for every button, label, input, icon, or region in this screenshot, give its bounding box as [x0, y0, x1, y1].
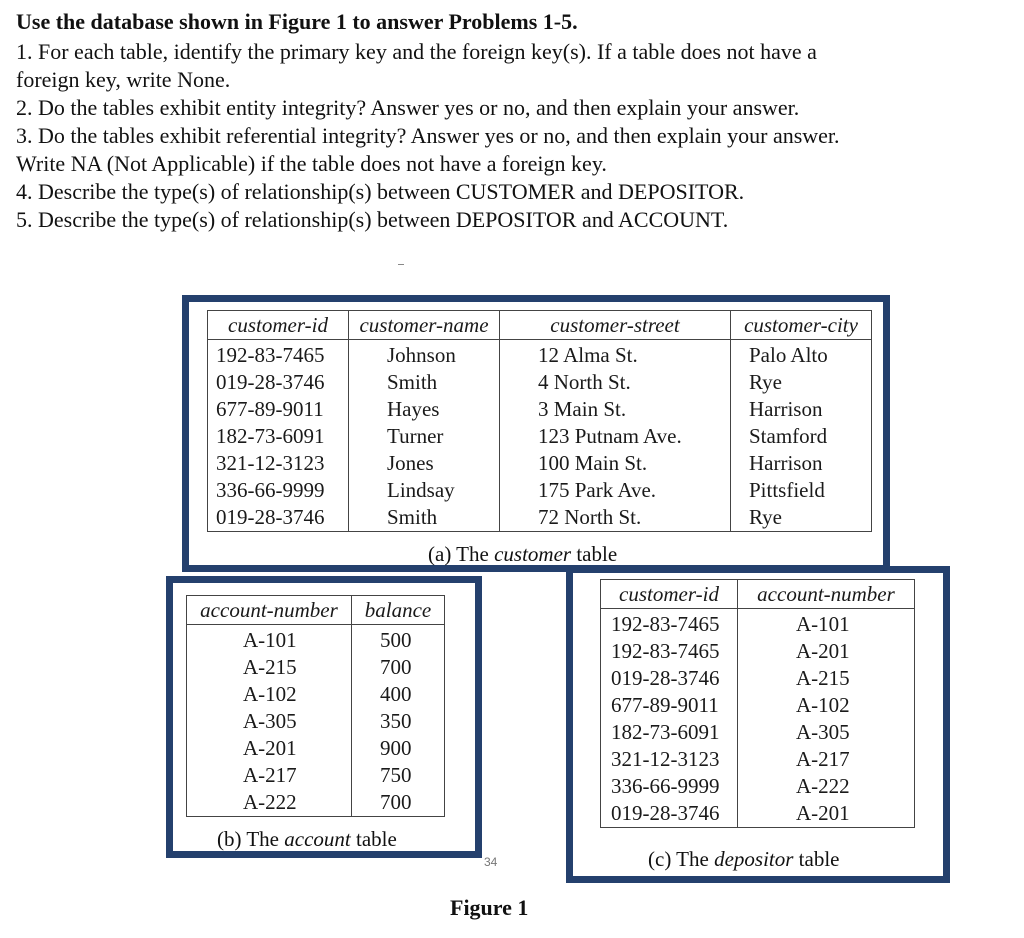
table-cell: 321-12-3123 — [601, 746, 738, 773]
customer-table — [207, 310, 872, 532]
table-cell: 192-83-7465 — [601, 609, 738, 639]
account-table-caption: (b) The account table — [217, 827, 397, 851]
customer-table-caption: (a) The customer table — [428, 542, 618, 566]
table-cell: 182-73-6091 — [601, 719, 738, 746]
table-cell: Hayes — [349, 396, 500, 423]
table-cell: A-102 — [738, 692, 915, 719]
table-cell: Stamford — [731, 423, 872, 450]
table-row — [601, 665, 915, 692]
table-row — [208, 504, 872, 532]
table-row — [187, 762, 445, 789]
table-header-row — [601, 580, 915, 609]
depositor-table-frame — [566, 566, 950, 883]
table-cell: 700 — [352, 654, 445, 681]
table-cell: 700 — [352, 789, 445, 817]
instruction-line: Write NA (Not Applicable) if the table does not have a foreign key. — [16, 151, 607, 176]
account-table — [186, 595, 445, 817]
column-header: balance — [352, 596, 445, 625]
instructions-list — [16, 38, 1006, 234]
table-cell: Rye — [731, 504, 872, 532]
table-cell: 72 North St. — [500, 504, 731, 532]
page-number: 34 — [484, 855, 498, 869]
table-cell: A-217 — [738, 746, 915, 773]
table-row — [208, 396, 872, 423]
table-row — [208, 369, 872, 396]
column-header: account-number — [738, 580, 915, 609]
table-cell: A-217 — [187, 762, 352, 789]
table-row — [187, 625, 445, 655]
column-header: customer-city — [731, 311, 872, 340]
stray-dash — [398, 264, 404, 265]
table-cell: A-201 — [738, 638, 915, 665]
table-cell: 192-83-7465 — [601, 638, 738, 665]
table-cell: 019-28-3746 — [601, 800, 738, 828]
table-cell: A-305 — [738, 719, 915, 746]
table-cell: Jones — [349, 450, 500, 477]
table-row — [187, 789, 445, 817]
table-cell: 350 — [352, 708, 445, 735]
table-cell: 192-83-7465 — [208, 340, 349, 370]
table-cell: A-215 — [738, 665, 915, 692]
instruction-line: 4. Describe the type(s) of relationship(s) between CUSTOMER and DEPOSITOR. — [16, 179, 745, 204]
table-cell: Palo Alto — [731, 340, 872, 370]
account-table-frame — [166, 576, 482, 858]
table-cell: A-102 — [187, 681, 352, 708]
table-cell: A-101 — [738, 609, 915, 639]
table-row — [601, 773, 915, 800]
depositor-table — [600, 579, 915, 828]
table-cell: 019-28-3746 — [208, 369, 349, 396]
table-cell: A-215 — [187, 654, 352, 681]
depositor-table-caption: (c) The depositor table — [648, 847, 840, 871]
table-cell: 019-28-3746 — [601, 665, 738, 692]
table-cell: Pittsfield — [731, 477, 872, 504]
table-cell: Turner — [349, 423, 500, 450]
table-cell: 900 — [352, 735, 445, 762]
table-cell: A-305 — [187, 708, 352, 735]
table-cell: 400 — [352, 681, 445, 708]
table-cell: A-101 — [187, 625, 352, 655]
table-cell: 336-66-9999 — [208, 477, 349, 504]
table-row — [187, 708, 445, 735]
table-cell: A-201 — [187, 735, 352, 762]
table-cell: 12 Alma St. — [500, 340, 731, 370]
table-header-row — [208, 311, 872, 340]
column-header: customer-id — [208, 311, 349, 340]
table-cell: 336-66-9999 — [601, 773, 738, 800]
table-cell: A-222 — [738, 773, 915, 800]
table-cell: 4 North St. — [500, 369, 731, 396]
table-row — [208, 340, 872, 370]
column-header: account-number — [187, 596, 352, 625]
table-cell: 019-28-3746 — [208, 504, 349, 532]
column-header: customer-name — [349, 311, 500, 340]
instruction-line: foreign key, write None. — [16, 67, 231, 92]
table-row — [601, 719, 915, 746]
table-cell: A-201 — [738, 800, 915, 828]
customer-table-frame — [182, 295, 890, 572]
table-cell: A-222 — [187, 789, 352, 817]
table-row — [601, 638, 915, 665]
table-row — [208, 450, 872, 477]
table-cell: 677-89-9011 — [601, 692, 738, 719]
instructions-heading: Use the database shown in Figure 1 to answer Problems 1-5. — [16, 9, 578, 34]
figure-label: Figure 1 — [450, 895, 529, 920]
table-row — [601, 692, 915, 719]
table-cell: 3 Main St. — [500, 396, 731, 423]
table-row — [601, 609, 915, 639]
table-row — [187, 735, 445, 762]
table-cell: 500 — [352, 625, 445, 655]
table-cell: Lindsay — [349, 477, 500, 504]
table-cell: 677-89-9011 — [208, 396, 349, 423]
table-cell: 182-73-6091 — [208, 423, 349, 450]
table-cell: Johnson — [349, 340, 500, 370]
instruction-line: 3. Do the tables exhibit referential integrity? Answer yes or no, and then explain your answer. — [16, 123, 840, 148]
table-row — [601, 800, 915, 828]
table-row — [208, 423, 872, 450]
instruction-line: 2. Do the tables exhibit entity integrity? Answer yes or no, and then explain your answer. — [16, 95, 800, 120]
table-cell: Smith — [349, 504, 500, 532]
column-header: customer-street — [500, 311, 731, 340]
table-cell: 175 Park Ave. — [500, 477, 731, 504]
instruction-line: 1. For each table, identify the primary key and the foreign key(s). If a table does not have a — [16, 39, 817, 64]
table-cell: 321-12-3123 — [208, 450, 349, 477]
table-header-row — [187, 596, 445, 625]
table-row — [187, 654, 445, 681]
instruction-line: 5. Describe the type(s) of relationship(s) between DEPOSITOR and ACCOUNT. — [16, 207, 729, 232]
table-cell: Smith — [349, 369, 500, 396]
table-cell: 100 Main St. — [500, 450, 731, 477]
table-cell: 750 — [352, 762, 445, 789]
table-row — [601, 746, 915, 773]
table-row — [187, 681, 445, 708]
table-row — [208, 477, 872, 504]
table-cell: Harrison — [731, 450, 872, 477]
column-header: customer-id — [601, 580, 738, 609]
table-cell: Harrison — [731, 396, 872, 423]
table-cell: 123 Putnam Ave. — [500, 423, 731, 450]
table-cell: Rye — [731, 369, 872, 396]
